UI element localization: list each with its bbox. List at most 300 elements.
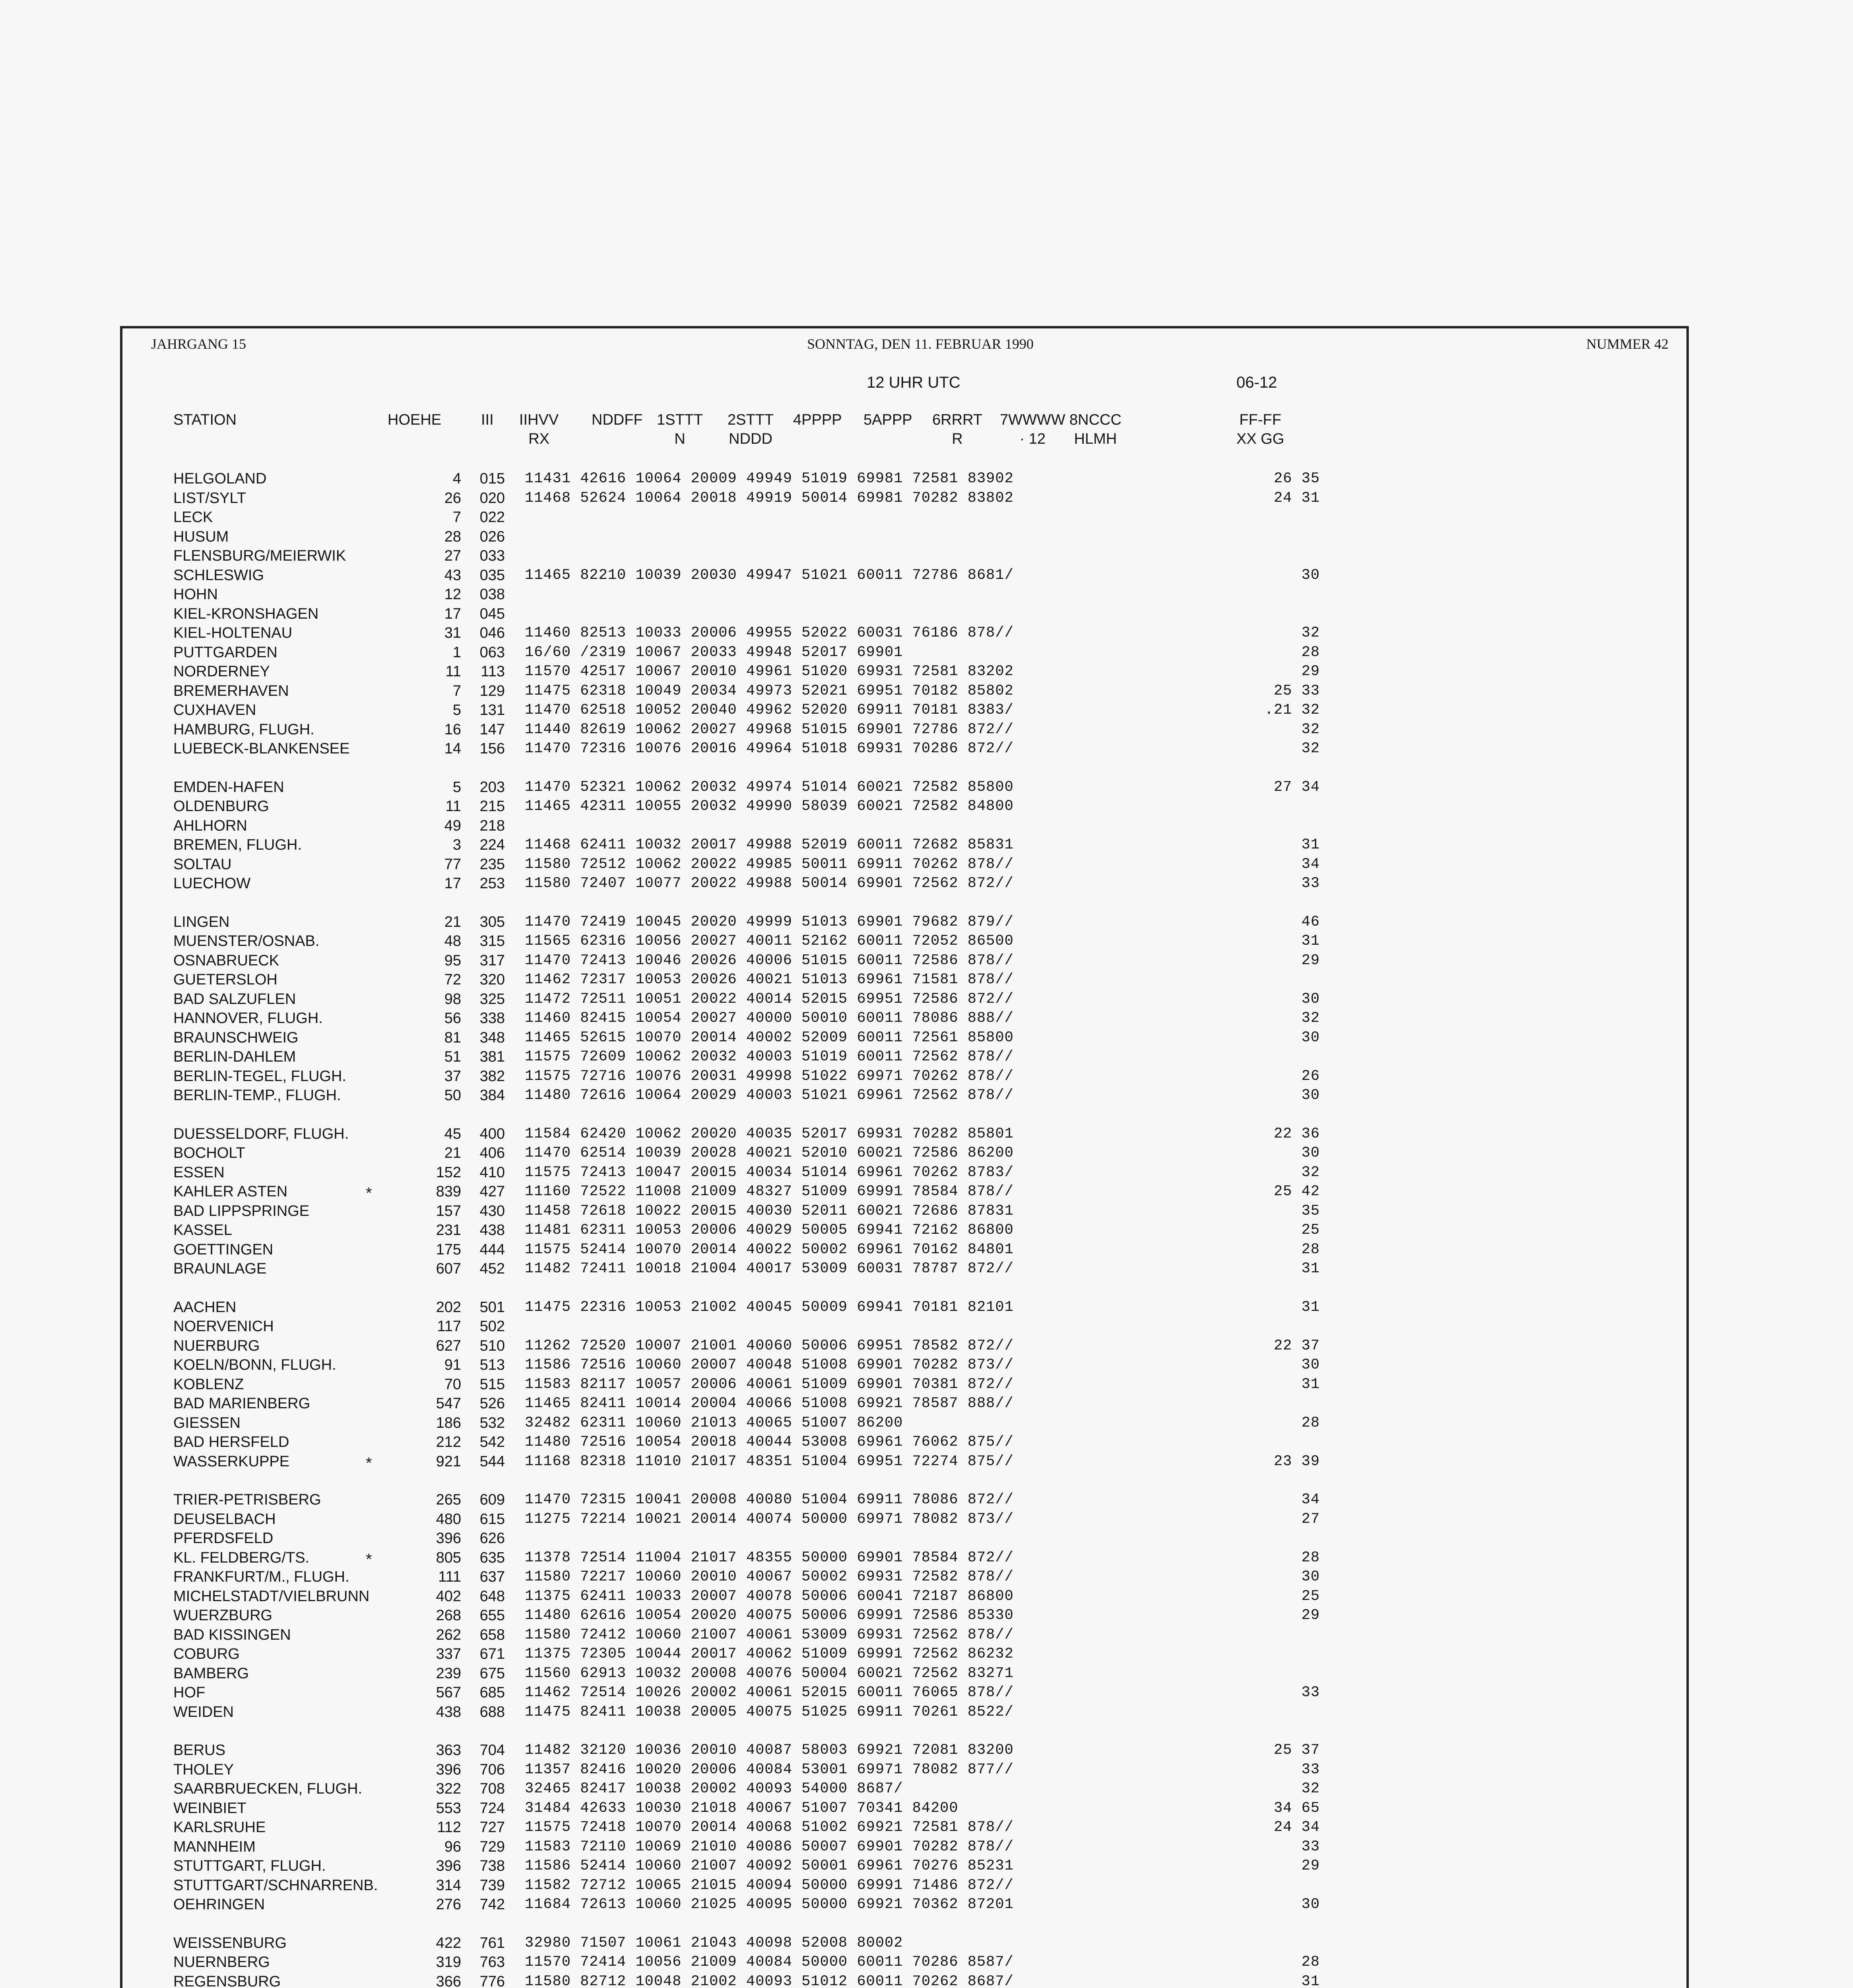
station-name: KASSEL — [173, 1222, 232, 1239]
gust-values: 30 — [1301, 1357, 1320, 1373]
gust-values: 27 34 — [1273, 779, 1320, 796]
station-name: NUERBURG — [173, 1337, 260, 1354]
synop-groups: 11460 82513 10033 20006 49955 52022 60031 76186 878// — [525, 625, 1014, 641]
station-index: 761 — [479, 1934, 505, 1951]
station-index: 218 — [479, 817, 505, 834]
station-height: 202 — [436, 1299, 461, 1316]
gust-values: 28 — [1301, 644, 1320, 661]
station-name: WASSERKUPPE — [173, 1453, 290, 1470]
station-index: 215 — [479, 798, 505, 815]
synop-groups: 11470 72413 10046 20026 40006 51015 60011 72586 878// — [525, 952, 1014, 969]
station-height: 5 — [452, 779, 461, 796]
station-height: 77 — [444, 856, 461, 873]
gust-values — [1201, 1317, 1320, 1336]
station-index: 542 — [479, 1434, 505, 1450]
station-name: OEHRINGEN — [173, 1896, 265, 1913]
station-index: 430 — [479, 1202, 505, 1219]
station-index: 046 — [479, 625, 505, 641]
station-name: BERLIN-TEGEL, FLUGH. — [173, 1068, 346, 1085]
gust-column — [1201, 469, 1320, 1988]
gust-values: 30 — [1301, 1145, 1320, 1161]
synop-groups: 11583 82117 10057 20006 40061 51009 69901 70381 872// — [525, 1376, 1014, 1393]
station-height: 70 — [444, 1376, 461, 1393]
station-index: 338 — [479, 1010, 505, 1027]
gust-values: 28 — [1301, 1549, 1320, 1566]
group-spacer — [1201, 759, 1320, 778]
group-spacer — [173, 1722, 452, 1741]
station-name: KOELN/BONN, FLUGH. — [173, 1357, 336, 1373]
station-index: 317 — [479, 952, 505, 969]
group-spacer — [173, 759, 452, 778]
station-index: 742 — [479, 1896, 505, 1913]
station-index: 615 — [479, 1510, 505, 1528]
synop-groups: 11460 82415 10054 20027 40000 50010 60011 78086 888// — [525, 1010, 1014, 1027]
gust-values: 34 — [1301, 856, 1320, 873]
station-height: 553 — [436, 1800, 461, 1817]
station-height: 49 — [444, 817, 461, 834]
synop-groups: 11480 62616 10054 20020 40075 50006 69991 72586 85330 — [525, 1607, 1014, 1624]
gust-values — [1201, 1529, 1320, 1548]
gust-values: 30 — [1301, 1569, 1320, 1585]
station-name: MICHELSTADT/VIELBRUNN — [173, 1588, 370, 1605]
gust-values: 31 — [1301, 933, 1320, 949]
station-height: 17 — [444, 875, 461, 892]
group-spacer — [1201, 1914, 1320, 1934]
gust-values: 28 — [1301, 1954, 1320, 1971]
station-index: 129 — [479, 682, 505, 699]
station-index: 526 — [479, 1395, 505, 1412]
station-index: 648 — [479, 1588, 505, 1605]
station-index: 156 — [479, 740, 505, 757]
synop-groups: 11586 52414 10060 21007 40092 50001 69961 70276 85231 — [525, 1858, 1014, 1874]
group-spacer — [457, 759, 505, 778]
gust-values — [1201, 797, 1320, 816]
synop-groups: 11168 82318 11010 21017 48351 51004 69951 72274 875// — [525, 1453, 1014, 1470]
gust-values — [1201, 1625, 1320, 1645]
station-index: 452 — [479, 1260, 505, 1277]
group-spacer — [525, 1722, 1205, 1741]
station-name: HELGOLAND — [173, 470, 267, 487]
station-name: BREMEN, FLUGH. — [173, 837, 302, 853]
station-name: BAD LIPPSPRINGE — [173, 1202, 310, 1219]
synop-groups — [525, 604, 1205, 624]
group-spacer — [413, 1722, 461, 1741]
station-height: 152 — [436, 1164, 461, 1181]
synop-groups: 11475 62318 10049 20034 49973 52021 69951 70182 85802 — [525, 682, 1014, 699]
station-name: STUTTGART/SCHNARRENB. — [173, 1877, 378, 1894]
station-height: 839 — [436, 1183, 461, 1200]
station-index: 724 — [479, 1800, 505, 1817]
station-height: 96 — [444, 1838, 461, 1855]
station-index: 305 — [479, 913, 505, 930]
station-height: 157 — [436, 1202, 461, 1219]
gust-values: 32 — [1301, 625, 1320, 641]
group-spacer — [173, 1471, 452, 1490]
gust-values — [1201, 1934, 1320, 1953]
group-spacer — [525, 1914, 1205, 1934]
station-index: 544 — [479, 1453, 505, 1470]
group-spacer — [1201, 893, 1320, 912]
station-height: 921 — [436, 1453, 461, 1470]
station-name: NORDERNEY — [173, 663, 270, 680]
station-height: 366 — [436, 1973, 461, 1988]
station-height: 117 — [437, 1318, 461, 1335]
gust-values: 33 — [1301, 1761, 1320, 1778]
station-height: 56 — [444, 1010, 461, 1027]
synop-groups — [525, 527, 1205, 547]
gust-values: 25 37 — [1273, 1742, 1320, 1759]
station-height: 607 — [436, 1260, 461, 1277]
iii-column — [457, 469, 505, 1988]
group-spacer — [413, 1279, 461, 1298]
station-height: 262 — [436, 1626, 461, 1643]
station-name: EMDEN-HAFEN — [173, 779, 284, 796]
station-index: 406 — [479, 1145, 505, 1161]
station-height: 37 — [444, 1068, 461, 1085]
synop-groups: 11575 72716 10076 20031 49998 51022 69971 70262 878// — [525, 1068, 1014, 1085]
station-name: ESSEN — [173, 1164, 225, 1181]
station-index: 113 — [481, 663, 505, 680]
group-spacer — [457, 1722, 505, 1741]
station-index: 224 — [479, 837, 505, 853]
synop-groups: 11262 72520 10007 21001 40060 50006 69951 78582 872// — [525, 1337, 1014, 1354]
synop-groups: 11580 72412 10060 21007 40061 53009 69931 72562 878// — [525, 1626, 1014, 1643]
group-spacer — [173, 1914, 452, 1934]
col-5appp: 5APPP — [863, 412, 912, 428]
station-index: 515 — [479, 1376, 505, 1393]
gust-values: 32 — [1301, 1780, 1320, 1797]
station-height: 319 — [436, 1954, 461, 1971]
synop-groups: 11470 52321 10062 20032 49974 51014 60021 72582 85800 — [525, 779, 1014, 796]
synop-groups: 11470 62518 10052 20040 49962 52020 69911 70181 8383/ — [525, 702, 1014, 718]
station-height: 28 — [444, 528, 461, 545]
station-name: KARLSRUHE — [173, 1819, 266, 1836]
station-index: 635 — [479, 1549, 505, 1566]
gust-values: 33 — [1301, 875, 1320, 892]
synop-groups: 32980 71507 10061 21043 40098 52008 80002 — [525, 1934, 903, 1951]
synop-groups: 11465 52615 10070 20014 40002 52009 60011 72561 85800 — [525, 1029, 1014, 1046]
station-name: AACHEN — [173, 1299, 237, 1316]
mountain-station-marker: * — [366, 1454, 372, 1472]
group-spacer — [1201, 1471, 1320, 1490]
station-height: 12 — [444, 586, 461, 603]
gust-values: 30 — [1301, 990, 1320, 1008]
station-name: BOCHOLT — [173, 1145, 245, 1161]
station-index: 502 — [479, 1318, 505, 1335]
station-index: 609 — [479, 1491, 505, 1508]
gust-values: 29 — [1301, 1858, 1320, 1874]
gust-values — [1201, 1644, 1320, 1664]
gust-values: 22 37 — [1273, 1337, 1320, 1354]
station-index: 501 — [479, 1299, 505, 1316]
synop-groups: 11375 62411 10033 20007 40078 50006 60041 72187 86800 — [525, 1588, 1014, 1605]
gust-values: 23 39 — [1273, 1453, 1320, 1470]
synop-groups: 11465 42311 10055 20032 49990 58039 60021 72582 84800 — [525, 798, 1014, 815]
station-index: 727 — [479, 1819, 505, 1836]
station-index: 063 — [479, 644, 505, 661]
station-height: 231 — [436, 1222, 461, 1239]
station-name: MUENSTER/OSNAB. — [173, 933, 320, 949]
station-height: 1 — [452, 644, 461, 661]
col-6rrrt: 6RRRT R — [932, 412, 982, 447]
station-height: 265 — [436, 1491, 461, 1508]
synop-groups: 11470 72316 10076 20016 49964 51018 69931 70286 872// — [525, 740, 1014, 757]
station-index: 688 — [479, 1703, 505, 1720]
station-height: 16 — [444, 721, 461, 738]
station-index: 444 — [479, 1241, 505, 1258]
station-name: BAMBERG — [173, 1665, 249, 1682]
synop-groups: 11580 72512 10062 20022 49985 50011 69911 70262 878// — [525, 856, 1014, 873]
station-name: SCHLESWIG — [173, 567, 264, 584]
synop-groups — [525, 585, 1205, 604]
synop-groups — [525, 1317, 1205, 1336]
synop-groups: 11586 72516 10060 20007 40048 51008 69901 70282 873// — [525, 1357, 1014, 1373]
station-index: 022 — [479, 509, 505, 526]
date-label: SONNTAG, DEN 11. FEBRUAR 1990 — [807, 336, 1034, 352]
station-name: BRAUNSCHWEIG — [173, 1029, 299, 1046]
station-index: 658 — [479, 1626, 505, 1643]
gust-values: 30 — [1301, 567, 1320, 584]
station-name: WEISSENBURG — [173, 1934, 287, 1951]
station-height: 14 — [444, 740, 461, 757]
gust-values: 29 — [1301, 952, 1320, 969]
station-name: WUERZBURG — [173, 1607, 273, 1624]
gust-values: 30 — [1301, 1029, 1320, 1046]
synop-column — [525, 469, 1205, 1988]
station-name: KIEL-HOLTENAU — [173, 625, 293, 641]
station-index: 776 — [479, 1973, 505, 1988]
gust-values — [1201, 508, 1320, 527]
station-name: MANNHEIM — [173, 1838, 256, 1855]
station-height: 186 — [436, 1414, 461, 1431]
mountain-station-marker: * — [366, 1550, 372, 1568]
col-iihvv: IIHVV RX — [519, 412, 559, 447]
station-name: REGENSBURG — [173, 1973, 281, 1988]
station-height: 27 — [444, 547, 461, 564]
station-name: STUTTGART, FLUGH. — [173, 1858, 326, 1874]
station-name: LECK — [173, 509, 213, 526]
station-name: CUXHAVEN — [173, 702, 256, 718]
group-spacer — [525, 1471, 1205, 1490]
station-index: 510 — [479, 1337, 505, 1354]
station-name: NOERVENICH — [173, 1318, 274, 1335]
gust-values: 29 — [1301, 663, 1320, 680]
gust-values — [1201, 1047, 1320, 1067]
station-height: 112 — [437, 1819, 461, 1836]
station-height: 4 — [452, 470, 461, 487]
gust-values — [1201, 1664, 1320, 1683]
gust-values — [1201, 1703, 1320, 1722]
station-index: 671 — [479, 1646, 505, 1662]
station-name: THOLEY — [173, 1761, 234, 1778]
station-height: 363 — [436, 1742, 461, 1759]
station-name: BRAUNLAGE — [173, 1260, 267, 1277]
synop-groups: 11375 72305 10044 20017 40062 51009 69991 72562 86232 — [525, 1646, 1014, 1662]
station-height: 72 — [444, 971, 461, 988]
group-spacer — [1201, 1105, 1320, 1124]
station-name: LINGEN — [173, 913, 230, 930]
station-name: LUEBECK-BLANKENSEE — [173, 740, 350, 757]
station-height: 239 — [436, 1665, 461, 1682]
station-name: BAD MARIENBERG — [173, 1395, 310, 1412]
station-name: GIESSEN — [173, 1414, 241, 1431]
station-height: 212 — [436, 1434, 461, 1450]
col-2sttt: 2STTT NDDD — [728, 412, 774, 447]
station-name: KL. FELDBERG/TS. — [173, 1549, 310, 1566]
synop-groups: 11275 72214 10021 20014 40074 50000 69971 78082 873// — [525, 1510, 1014, 1528]
station-height: 396 — [436, 1858, 461, 1874]
station-height: 98 — [444, 990, 461, 1008]
col-hoehe: HOEHE — [388, 412, 442, 428]
synop-groups: 11570 42517 10067 20010 49961 51020 69931 72581 83202 — [525, 663, 1014, 680]
station-name: PUTTGARDEN — [173, 644, 277, 661]
station-height: 322 — [436, 1780, 461, 1797]
station-index: 763 — [479, 1954, 505, 1971]
station-name: KAHLER ASTEN — [173, 1183, 288, 1200]
gust-values: 35 — [1301, 1202, 1320, 1219]
gust-values — [1201, 1876, 1320, 1895]
gust-values: 31 — [1301, 1376, 1320, 1393]
synop-groups: 32465 82417 10038 20002 40093 54000 8687/ — [525, 1780, 903, 1797]
station-column — [173, 469, 452, 1988]
synop-groups: 11475 22316 10053 21002 40045 50009 69941 70181 82101 — [525, 1299, 1014, 1316]
gust-values — [1201, 546, 1320, 566]
station-name: OLDENBURG — [173, 798, 269, 815]
group-spacer — [457, 1279, 505, 1298]
station-height: 95 — [444, 952, 461, 969]
station-height: 567 — [436, 1684, 461, 1701]
gust-values: 33 — [1301, 1838, 1320, 1855]
volume-label: JAHRGANG 15 — [151, 336, 246, 352]
station-index: 637 — [479, 1569, 505, 1585]
synop-groups: 11583 72110 10069 21010 40086 50007 69901 70282 878// — [525, 1838, 1014, 1855]
synop-groups: 11575 72418 10070 20014 40068 51002 69921 72581 878// — [525, 1819, 1014, 1836]
station-index: 729 — [479, 1838, 505, 1855]
station-height: 480 — [436, 1510, 461, 1528]
station-height: 314 — [436, 1877, 461, 1894]
station-height: 11 — [445, 798, 461, 815]
synop-groups: 11440 82619 10062 20027 49968 51015 69901 72786 872// — [525, 721, 1014, 738]
station-name: TRIER-PETRISBERG — [173, 1491, 321, 1508]
gust-values: 34 — [1301, 1491, 1320, 1508]
gust-values: 25 42 — [1273, 1183, 1320, 1200]
col-7wwww: 7WWWW · 12 — [1000, 412, 1065, 447]
station-index: 739 — [479, 1877, 505, 1894]
station-index: 035 — [479, 567, 505, 584]
station-index: 427 — [479, 1183, 505, 1200]
station-name: SOLTAU — [173, 856, 232, 873]
station-height: 547 — [436, 1395, 461, 1412]
synop-groups: 32482 62311 10060 21013 40065 51007 86200 — [525, 1414, 903, 1431]
group-spacer — [457, 1914, 505, 1934]
station-height: 396 — [436, 1761, 461, 1778]
gust-values — [1201, 970, 1320, 990]
station-name: LIST/SYLT — [173, 489, 246, 507]
synop-groups: 11584 62420 10062 20020 40035 52017 69931 70282 85801 — [525, 1125, 1014, 1142]
station-name: BERLIN-DAHLEM — [173, 1048, 296, 1065]
group-spacer — [457, 893, 505, 912]
station-name: SAARBRUECKEN, FLUGH. — [173, 1780, 363, 1797]
synop-groups: 11580 72217 10060 20010 40067 50002 69931 72582 878// — [525, 1569, 1014, 1585]
gust-values — [1201, 604, 1320, 624]
gust-values: 22 36 — [1273, 1125, 1320, 1142]
station-height: 21 — [444, 1145, 461, 1161]
col-nddff: NDDFF — [592, 412, 643, 428]
station-index: 038 — [479, 586, 505, 603]
station-name: FRANKFURT/M., FLUGH. — [173, 1569, 349, 1585]
station-name: BAD HERSFELD — [173, 1434, 289, 1450]
gust-values: 32 — [1301, 721, 1320, 738]
gust-values — [1201, 1433, 1320, 1452]
station-index: 315 — [479, 933, 505, 949]
group-spacer — [413, 759, 461, 778]
station-index: 704 — [479, 1742, 505, 1759]
station-index: 382 — [479, 1068, 505, 1085]
issue-number: NUMMER 42 — [1586, 336, 1669, 352]
station-name: DUESSELDORF, FLUGH. — [173, 1125, 349, 1142]
synop-groups: 11378 72514 11004 21017 48355 50000 69901 78584 872// — [525, 1549, 1014, 1566]
synop-groups: 11482 72411 10018 21004 40017 53009 60031 78787 872// — [525, 1260, 1014, 1277]
station-height: 175 — [436, 1241, 461, 1258]
station-height: 3 — [452, 837, 461, 853]
synop-groups: 11565 62316 10056 20027 40011 52162 60011 72052 86500 — [525, 933, 1014, 949]
synop-groups: 11480 72616 10064 20029 40003 51021 69961 72562 878// — [525, 1087, 1014, 1104]
station-height: 805 — [436, 1549, 461, 1566]
station-height: 422 — [436, 1934, 461, 1951]
station-name: HOF — [173, 1684, 206, 1701]
station-height: 51 — [444, 1048, 461, 1065]
synop-groups: 11575 72413 10047 20015 40034 51014 69961 70262 8783/ — [525, 1164, 1014, 1181]
station-index: 045 — [479, 605, 505, 622]
observation-time: 12 UHR UTC — [867, 374, 960, 391]
gust-values: 31 — [1301, 837, 1320, 853]
mountain-station-marker: * — [366, 1184, 372, 1202]
synop-groups: 11560 62913 10032 20008 40076 50004 60021 72562 83271 — [525, 1665, 1014, 1682]
synop-groups: 11575 52414 10070 20014 40022 50002 69961 70162 84801 — [525, 1241, 1014, 1258]
station-name: DEUSELBACH — [173, 1510, 276, 1528]
station-name: NUERNBERG — [173, 1954, 270, 1971]
gust-values: 30 — [1301, 1896, 1320, 1913]
synop-groups: 11465 82210 10039 20030 49947 51021 60011 72786 8681/ — [525, 567, 1014, 584]
gust-values: 31 — [1301, 1299, 1320, 1316]
group-spacer — [173, 893, 452, 912]
synop-groups: 31484 42633 10030 21018 40067 51007 70341 84200 — [525, 1800, 959, 1817]
station-height: 26 — [444, 489, 461, 507]
group-spacer — [525, 1105, 1205, 1124]
station-name: HAMBURG, FLUGH. — [173, 721, 314, 738]
synop-groups: 16/60 /2319 10067 20033 49948 52017 69901 — [525, 644, 903, 661]
station-height: 337 — [436, 1646, 461, 1662]
synop-groups: 11475 82411 10038 20005 40075 51025 69911 70261 8522/ — [525, 1703, 1014, 1720]
station-name: WEIDEN — [173, 1703, 234, 1720]
station-index: 325 — [479, 990, 505, 1008]
gust-values: 24 31 — [1273, 489, 1320, 507]
station-index: 410 — [479, 1164, 505, 1181]
synop-groups: 11465 82411 10014 20004 40066 51008 69921 78587 888// — [525, 1395, 1014, 1412]
station-index: 685 — [479, 1684, 505, 1701]
station-index: 131 — [479, 702, 505, 718]
station-height: 111 — [438, 1569, 461, 1585]
group-spacer — [413, 1914, 461, 1934]
station-index: 400 — [479, 1125, 505, 1142]
group-spacer — [1201, 1722, 1320, 1741]
group-spacer — [413, 893, 461, 912]
station-height: 48 — [444, 933, 461, 949]
station-name: LUECHOW — [173, 875, 251, 892]
station-height: 268 — [436, 1607, 461, 1624]
station-index: 513 — [479, 1357, 505, 1373]
synop-groups: 11482 32120 10036 20010 40087 58003 69921 72081 83200 — [525, 1742, 1014, 1759]
